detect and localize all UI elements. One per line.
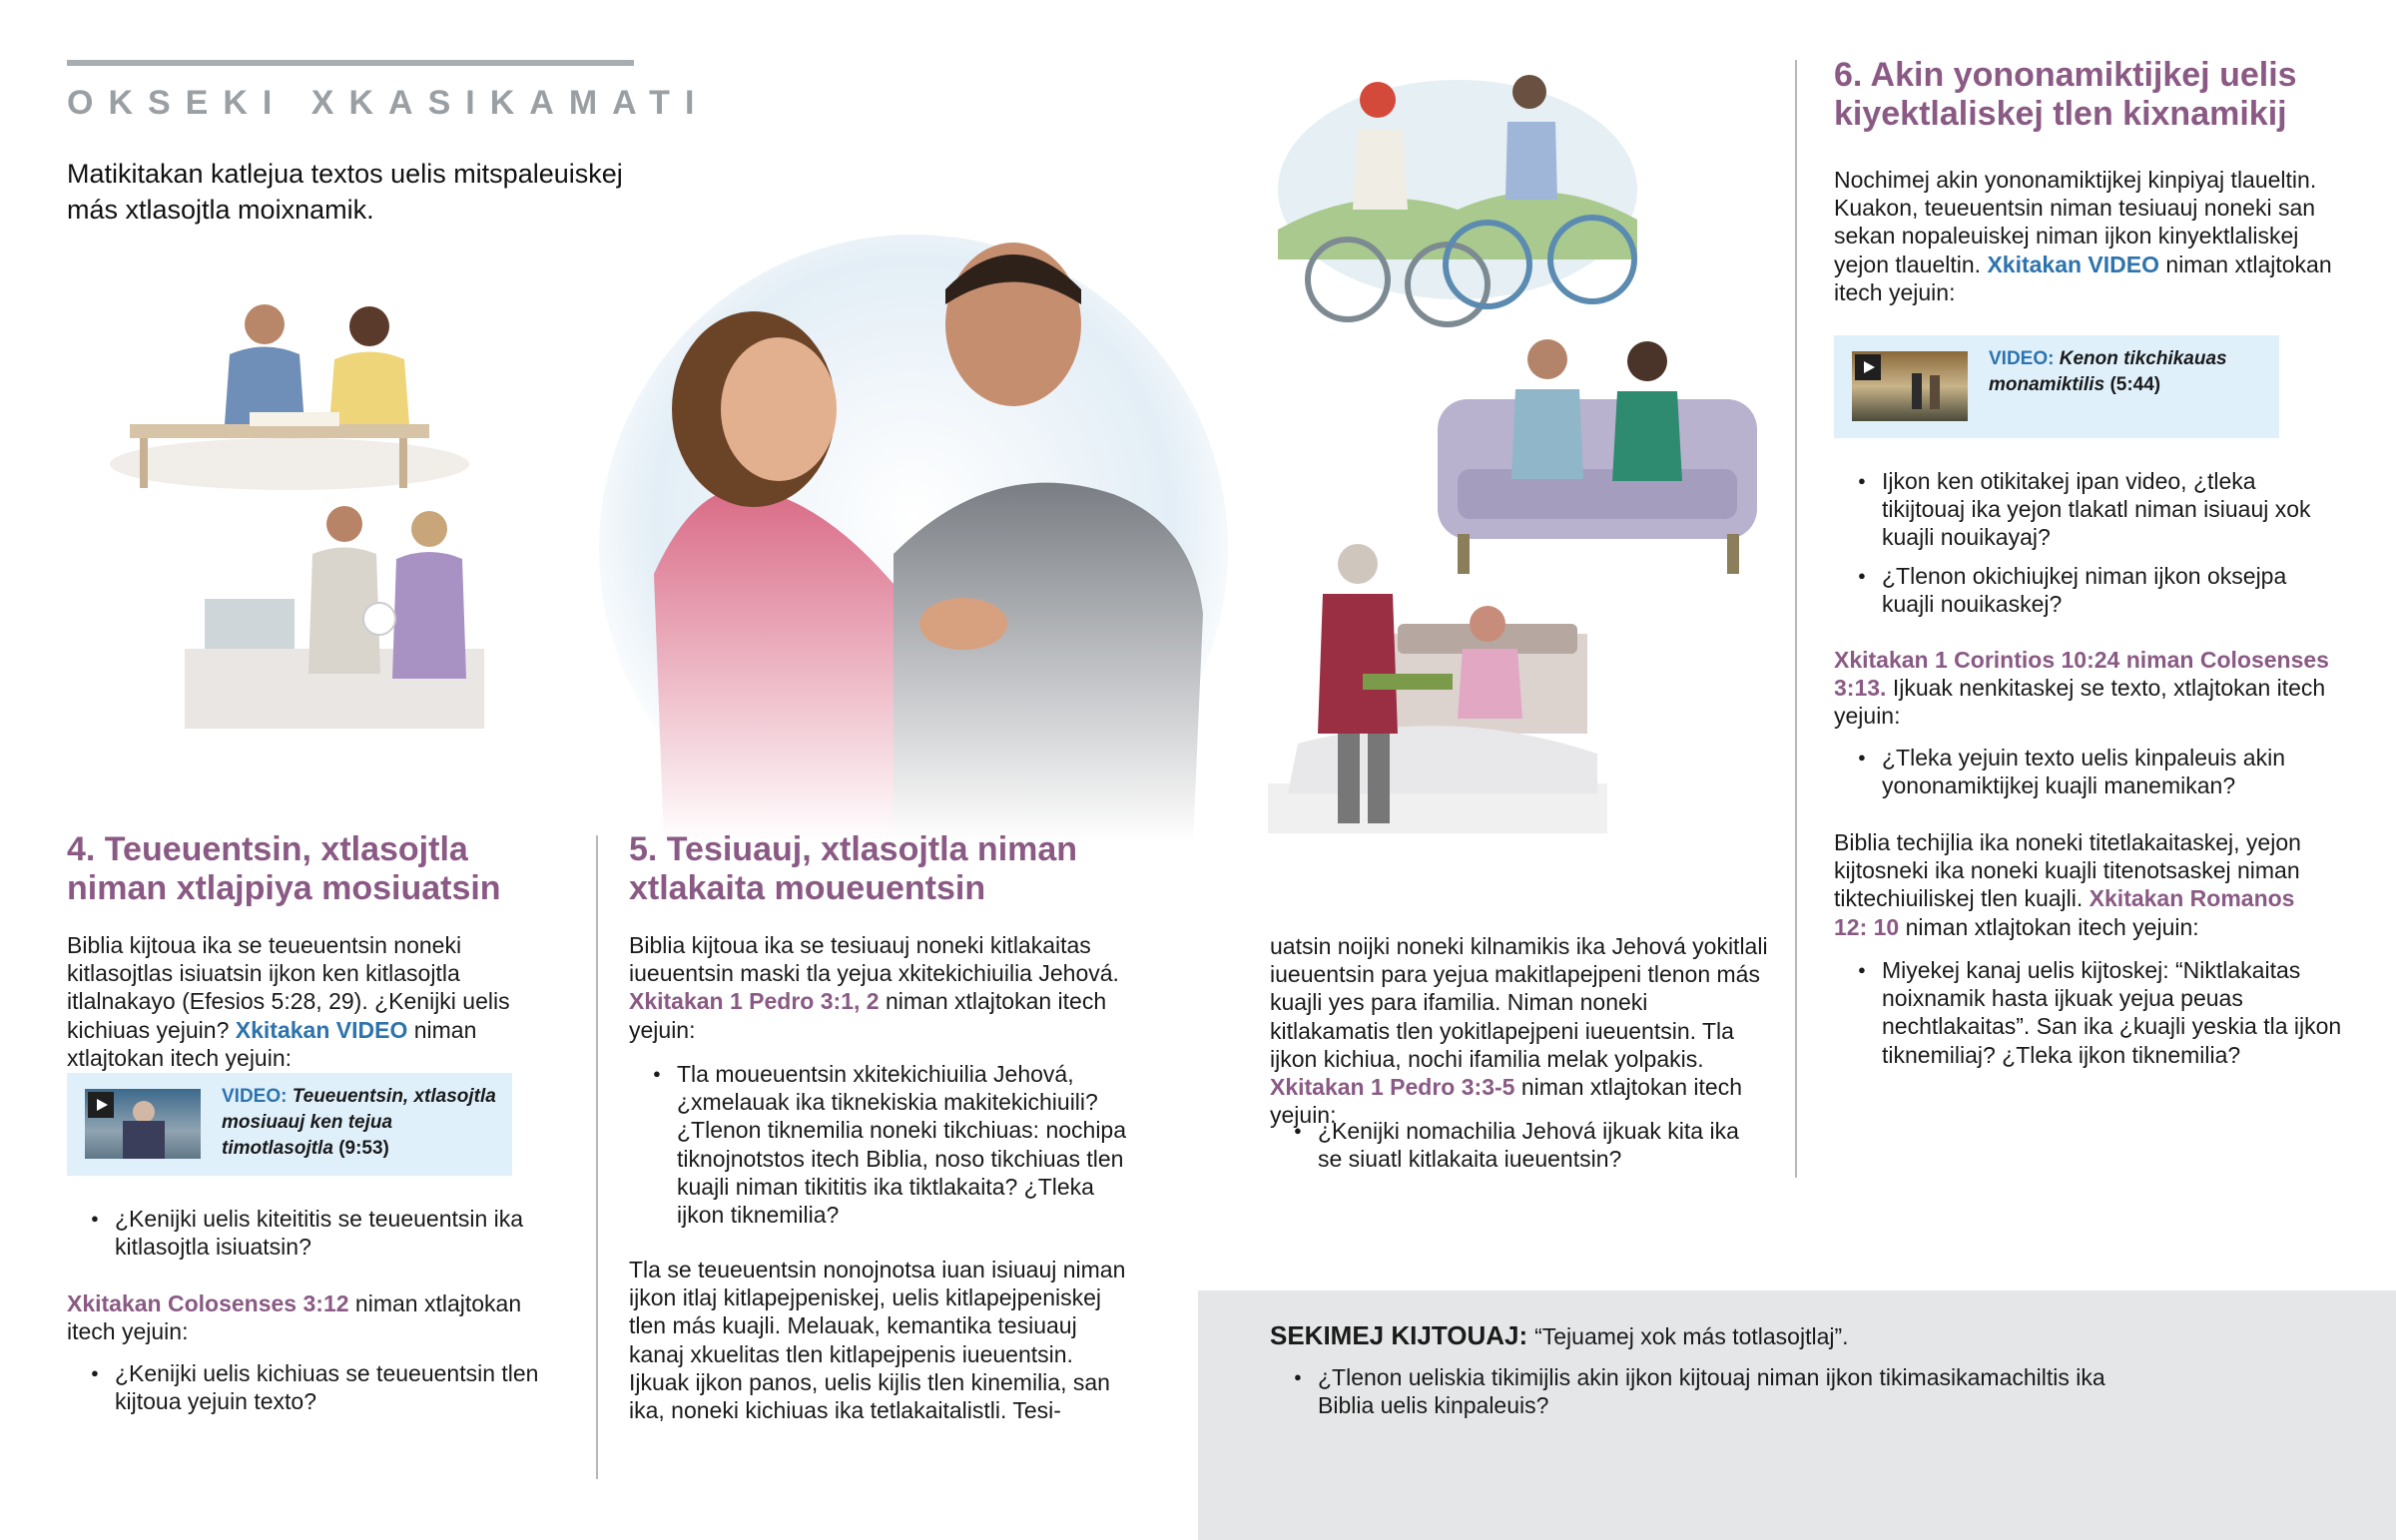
section-5-text: Biblia kijtoua ika se tesiuauj noneki kitlakaitas iueuentsin maski tla yejua xkitekichiuilia Jehová. xyxy=(629,932,1119,987)
section-6-text-tail: niman xtlajtokan itech yejuin: xyxy=(1834,251,2332,305)
list-item: ● ¿Kenijki uelis kiteititis se teueuentsin ika kitlasojtla isiuatsin? xyxy=(67,1205,566,1261)
video-title: Teueuentsin, xtlasojtla mosiuauj ken tejua timotlasojtla xyxy=(222,1086,496,1159)
scripture-link[interactable]: Xkitakan Colosenses 3:12 xyxy=(67,1290,349,1316)
list-item: ● Miyekej kanaj uelis kijtoskej: “Niktlakaitas noixnamik hasta ijkuak yejua peuas nechtlakaitas”. San ika ¿kuajli yeskia tla ijkon tiknemiliaj? ¿Tleka ijkon tiknemilia? xyxy=(1834,956,2343,1069)
section-6-read-tail: Ijkuak nenkitaskej se texto, xtlajtokan itech yejuin: xyxy=(1834,675,2326,730)
section-5-heading: 5. Tesiuauj, xtlasojtla niman xtlakaita moueuentsin xyxy=(629,830,1078,907)
section-6-bullets xyxy=(1834,467,2343,628)
section-5-text-tail: niman xtlajtokan itech yejuin: xyxy=(629,988,1107,1043)
video-duration: (5:44) xyxy=(2109,374,2161,395)
section-4-video-link[interactable]: Xkitakan VIDEO xyxy=(235,1016,408,1043)
section-4-text: Biblia kijtoua ika se teueuentsin noneki kitlasojtlas isiuatsin ijkon ken kitlasojtla itlalnakayo (Efesios 5:28, 29). ¿Kenijki uelis kichiuas yejuin? xyxy=(67,932,510,1043)
objection-bullets xyxy=(1270,1363,2148,1429)
section-5-bullets xyxy=(629,1060,1138,1239)
section-6-paragraph xyxy=(1834,166,2333,306)
illustration-couple xyxy=(594,195,1233,843)
section-6-bullets-2 xyxy=(1834,744,2343,809)
section-6-video-box[interactable] xyxy=(1834,335,2279,438)
section-6-video-thumbnail[interactable] xyxy=(1852,351,1968,421)
section-5-text-3-tail: niman xtlajtokan itech yejuin: xyxy=(1270,1074,1743,1129)
section-4-read xyxy=(67,1289,566,1345)
page-intro: Matikitakan katlejua textos uelis mitspaleuiskej más xtlasojtla moixnamik. xyxy=(67,159,623,225)
section-6-video-link[interactable]: Xkitakan VIDEO xyxy=(1987,251,2160,277)
section-5-paragraph xyxy=(629,931,1138,1044)
list-item: ● ¿Tleka yejuin texto uelis kinpaleuis akin yononamiktijkej kuajli manemikan? xyxy=(1834,744,2343,799)
section-4-paragraph xyxy=(67,931,566,1072)
section-6-text-2: Biblia techijlia ika noneki titetlakaitaskej, yejon kijtosneki ika noneki kuajli titenotsaskej niman tiktechiuiliskej tlen kuajli. xyxy=(1834,829,2301,912)
objection-quote: “Tejuamej xok más totlasojtlaj”. xyxy=(1534,1323,1849,1349)
section-5-paragraph-2: Tla se teueuentsin nonojnotsa iuan isiuauj niman ijkon itlaj kitlapejpeniskej, uelis kitlapejpeniskej tlen más kuajli. Melauak, kemantika tesiuauj kanaj xkuelitas tlen kitlapejpenis iueuentsin. Ijkuak ijkon panos, uelis kijlis tlen kinemilia, san ika, noneki kichiuas ika tetlakaitalistli. Tesi- xyxy=(629,1257,1126,1424)
illustration-washing-dishes xyxy=(185,499,524,734)
section-4-video-caption xyxy=(222,1084,501,1162)
illustration-bible-study xyxy=(100,294,479,494)
scripture-link[interactable]: Xkitakan Romanos 12: 10 xyxy=(1834,885,2295,940)
list-item: ● ¿Kenijki uelis kichiuas se teueuentsin tlen kijtoua yejuin texto? xyxy=(67,1359,566,1415)
play-icon[interactable] xyxy=(1855,354,1881,380)
video-title: Kenon tikchikauas monamiktilis xyxy=(1989,348,2227,395)
section-4-video-thumbnail[interactable] xyxy=(85,1089,201,1159)
section-6-heading: 6. Akin yononamiktijkej uelis kiyektlaliskej tlen kixnamikij xyxy=(1834,56,2297,133)
list-item: ● Ijkon ken otikitakej ipan video, ¿tleka tikijtouaj ika yejon tlakatl niman isiuauj xok kuajli nouikayaj? xyxy=(1834,467,2343,552)
section-6-text-2-tail: niman xtlajtokan itech yejuin: xyxy=(1905,913,2199,940)
section-4-heading: 4. Teueuentsin, xtlasojtla niman xtlajpiya mosiuatsin xyxy=(67,830,501,907)
header-rule xyxy=(67,60,634,66)
video-duration: (9:53) xyxy=(338,1138,389,1159)
section-6-text: Nochimej akin yononamiktijkej kinpiyaj tlaueltin. Kuakon, teueuentsin niman tesiuauj noneki san sekan nopaleuiskej niman ijkon kinyektlaliskej yejon tlaueltin. xyxy=(1834,167,2317,277)
section-5-paragraph-3 xyxy=(1270,932,1769,1129)
section-6-paragraph-2 xyxy=(1834,828,2333,941)
list-item: ● ¿Tlenon okichiujkej niman ijkon oksejpa kuajli nouikaskej? xyxy=(1834,562,2343,618)
illustration-caregiving xyxy=(1268,534,1617,848)
objection-label: SEKIMEJ KIJTOUAJ: xyxy=(1270,1320,1528,1350)
section-4-video-box[interactable] xyxy=(67,1073,512,1176)
scripture-link[interactable]: Xkitakan 1 Pedro 3:1, 2 xyxy=(629,988,880,1015)
section-4-read-tail: niman xtlajtokan itech yejuin: xyxy=(67,1290,522,1345)
section-6-video-caption xyxy=(1989,346,2268,398)
section-5-text-3: uatsin noijki noneki kilnamikis ika Jehová yokitlali iueuentsin para yejua makitlapejpeni tlenon más kuajli yes para ifamilia. Niman noneki kitlakamatis tlen yokitlapejpeni iueuentsin. Tla ijkon kichiua, nochi ifamilia melak yolpakis. xyxy=(1270,933,1768,1072)
section-5-bullets-2 xyxy=(1270,1117,1769,1183)
column-divider xyxy=(596,835,598,1479)
video-label: VIDEO: xyxy=(1989,348,2055,369)
objection-heading xyxy=(1270,1319,2348,1352)
section-6-bullets-3 xyxy=(1834,956,2343,1079)
section-6-read xyxy=(1834,646,2333,731)
play-icon[interactable] xyxy=(88,1092,114,1118)
illustration-cycling xyxy=(1258,60,1657,339)
list-item: ● ¿Tlenon ueliskia tikimijlis akin ijkon kijtouaj niman ijkon tikimasikamachiltis ika Biblia uelis kinpaleuis? xyxy=(1270,1363,2148,1419)
section-4-text-tail: niman xtlajtokan itech yejuin: xyxy=(67,1016,477,1071)
section-4-bullets xyxy=(67,1205,566,1271)
scripture-link[interactable]: Xkitakan 1 Corintios 10:24 niman Colosenses 3:13. xyxy=(1834,647,2329,702)
list-item: ● ¿Kenijki nomachilia Jehová ijkuak kita ika se siuatl kitlakaita iueuentsin? xyxy=(1270,1117,1769,1173)
section-4-bullets-2 xyxy=(67,1359,566,1425)
page-title: OKSEKI XKASIKAMATI xyxy=(67,84,710,122)
list-item: ● Tla moueuentsin xkitekichiuilia Jehová, ¿xmelauak ika tiknekiskia makitekichiuili? ¿Tlenon tiknemilia noneki tikchiuas: nochipa tiknojnotstos itech Biblia, noso tikchiuas tlen kuajli niman tikititis ika tiktlakaita? ¿Tleka ijkon tiknemilia? xyxy=(629,1060,1138,1229)
video-label: VIDEO: xyxy=(222,1086,288,1107)
column-divider xyxy=(1795,60,1797,1178)
scripture-link[interactable]: Xkitakan 1 Pedro 3:3-5 xyxy=(1270,1074,1515,1101)
